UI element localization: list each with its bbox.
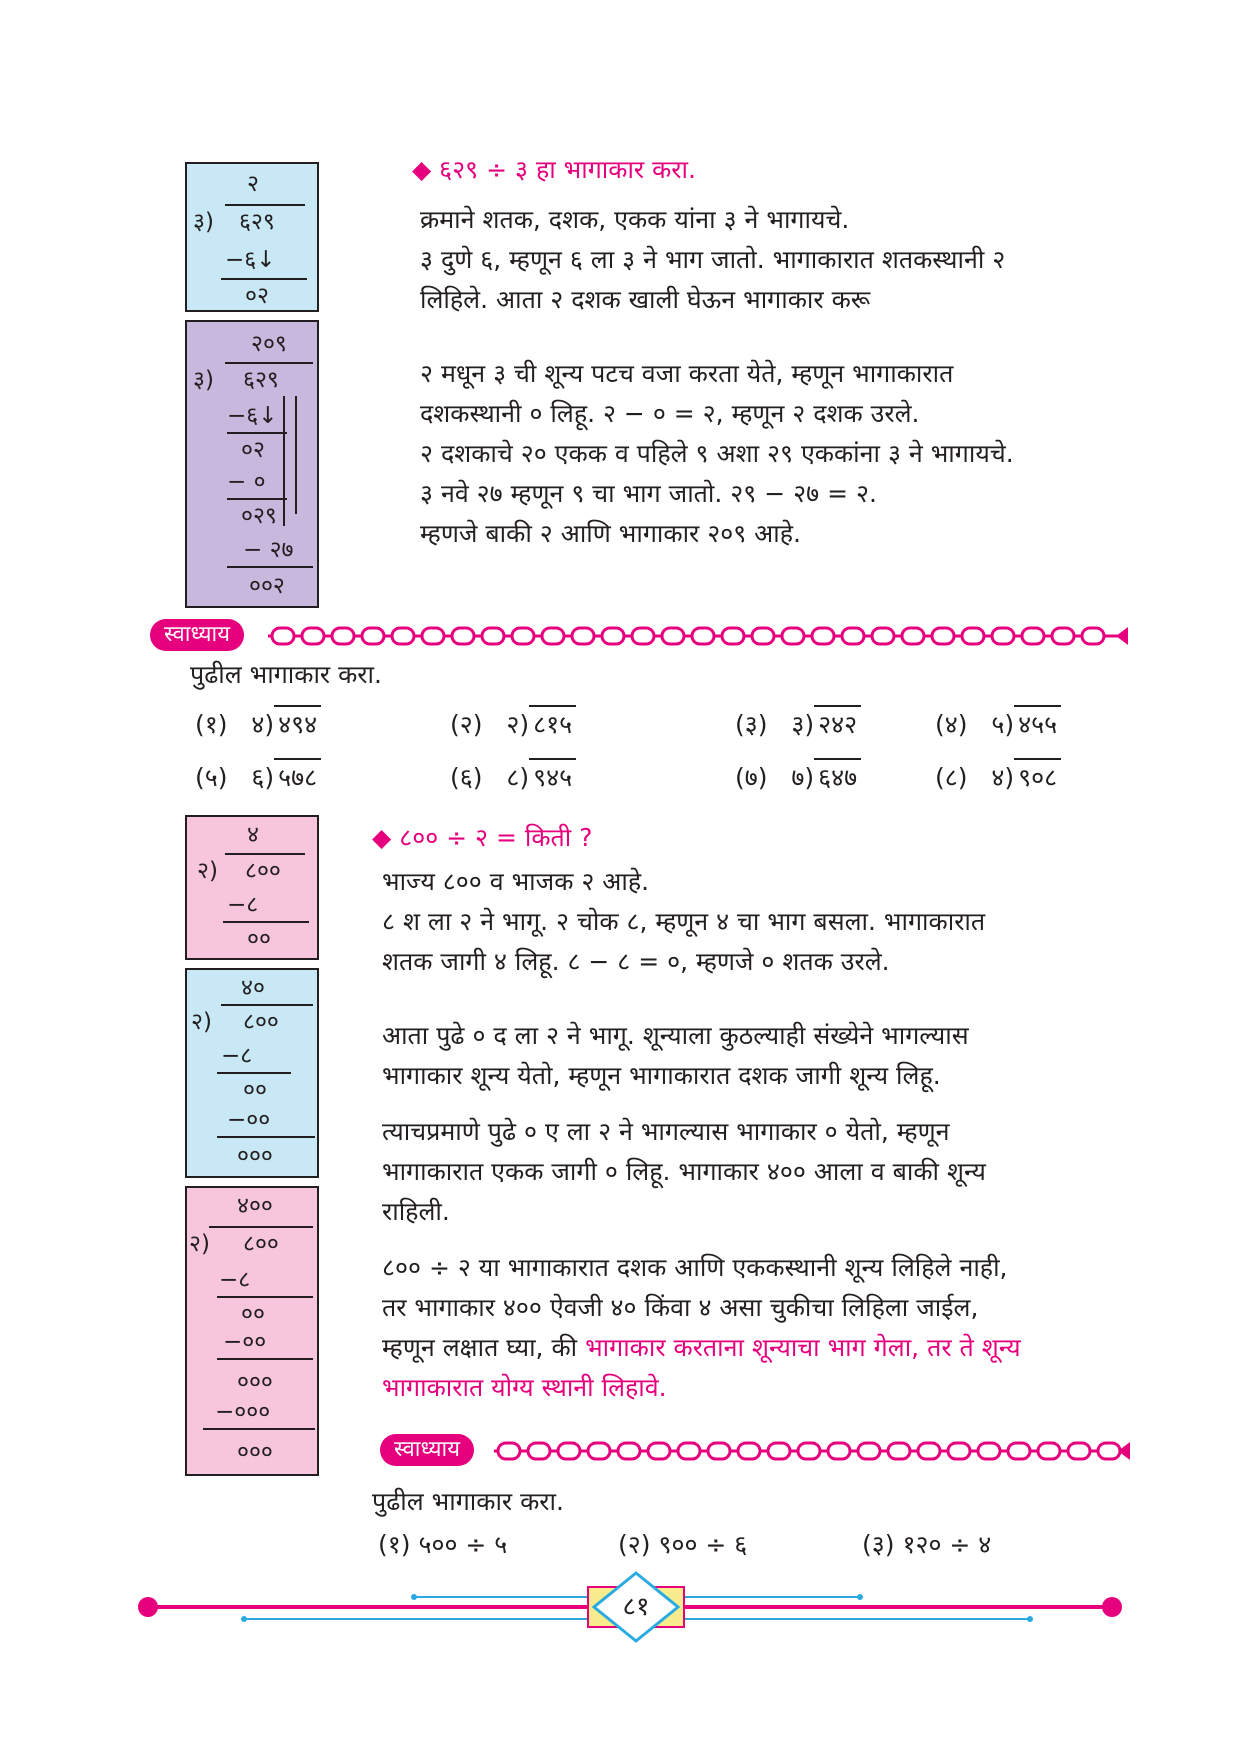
quotient: ४० [241, 975, 265, 1001]
dividend: ६२९ [243, 367, 279, 393]
section-heading: ◆ ६२९ ÷ ३ हा भागाकार करा. [412, 155, 696, 184]
explanation-line: ३ दुणे ६, म्हणून ६ ला ३ ने भाग जातो. भागाकारात शतकस्थानी २ [420, 245, 1006, 274]
explanation-line: म्हणजे बाकी २ आणि भागाकार २०९ आहे. [420, 519, 801, 548]
exercise-item: (३) ३) २४२ [735, 705, 861, 741]
explanation-line: २ दशकाचे २० एकक व पहिले ९ अशा २९ एककांना ३ ने भागायचे. [420, 439, 1014, 468]
subtract-step: −८ [227, 892, 259, 918]
subtract-step: −६↓ [227, 403, 278, 429]
highlight-text: भागाकार करताना शून्याचा भाग गेला, तर ते शून्य [585, 1333, 1021, 1362]
subtract-step: − २७ [243, 537, 294, 563]
dividend: ८०० [245, 858, 281, 884]
dividend: ६२९ [239, 209, 275, 235]
explanation-line: भागाकारात एकक जागी ० लिहू. भागाकार ४०० आला व बाकी शून्य [382, 1157, 986, 1186]
explanation-line: म्हणून लक्षात घ्या, की भागाकार करताना शून्याचा भाग गेला, तर ते शून्य [382, 1333, 1021, 1362]
divisor: २) [191, 1009, 212, 1035]
remainder-step: ०० [243, 1077, 267, 1103]
dividend: ८०० [243, 1009, 279, 1035]
quotient: ४०० [237, 1193, 273, 1219]
chain-decoration [494, 1438, 1134, 1464]
remainder-step: ०० [247, 926, 271, 952]
exercise-badge: स्वाध्याय [380, 1434, 474, 1466]
quotient: २०९ [251, 331, 287, 357]
subtract-step: −६↓ [225, 247, 276, 273]
explanation-line: ८ श ला २ ने भागू. २ चोक ८, म्हणून ४ चा भाग बसला. भागाकारात [382, 907, 986, 936]
explanation-line: त्याचप्रमाणे पुढे ० ए ला २ ने भागल्यास भागाकार ० येतो, म्हणून [382, 1117, 950, 1146]
exercise-instruction: पुढील भागाकार करा. [372, 1487, 564, 1516]
subtract-step: −००० [215, 1399, 271, 1425]
worked-division-box-3 [185, 815, 319, 960]
quotient: २ [247, 171, 259, 197]
chain-decoration [268, 623, 1132, 649]
exercise-item: (७) ७) ६४७ [735, 758, 861, 794]
divisor: ३) [193, 209, 214, 235]
explanation-line: ८०० ÷ २ या भागाकारात दशक आणि एककस्थानी शून्य लिहिले नाही, [382, 1253, 1008, 1282]
exercise-item: (१) ५०० ÷ ५ [378, 1530, 508, 1559]
remainder-step: ००२ [249, 573, 285, 599]
exercise-item: (५) ६) ५७८ [195, 758, 321, 794]
divisor: २) [197, 858, 218, 884]
exercise-item: (८) ४) ९०८ [935, 758, 1061, 794]
worked-division-box-5 [185, 1186, 319, 1476]
exercise-item: (४) ५) ४५५ [935, 705, 1061, 741]
subtract-step: −०० [227, 1107, 271, 1133]
explanation-line: क्रमाने शतक, दशक, एकक यांना ३ ने भागायचे. [420, 205, 850, 234]
exercise-badge: स्वाध्याय [150, 619, 244, 651]
subtract-step: − ० [227, 469, 266, 495]
exercise-instruction: पुढील भागाकार करा. [190, 660, 382, 689]
remainder-step: ०२ [245, 283, 269, 309]
remainder-step: ००० [237, 1439, 273, 1465]
explanation-line: भाज्य ८०० व भाजक २ आहे. [382, 867, 650, 896]
exercise-item: (१) ४) ४९४ [195, 705, 321, 741]
remainder-step: ०२९ [241, 503, 277, 529]
explanation-line: भागाकार शून्य येतो, म्हणून भागाकारात दशक जागी शून्य लिहू. [382, 1061, 941, 1090]
explanation-line: आता पुढे ० द ला २ ने भागू. शून्याला कुठल्याही संख्येने भागल्यास [382, 1021, 969, 1050]
remainder-step: ०२ [241, 437, 265, 463]
exercise-item: (३) १२० ÷ ४ [862, 1530, 992, 1559]
worked-division-box-2 [185, 320, 319, 608]
explanation-line: लिहिले. आता २ दशक खाली घेऊन भागाकार करू [420, 285, 871, 314]
worked-division-box-4 [185, 968, 319, 1178]
dividend: ८०० [243, 1231, 279, 1257]
subtract-step: −०० [223, 1329, 267, 1355]
exercise-item: (२) ९०० ÷ ६ [618, 1530, 748, 1559]
page-number: ८१ [622, 1592, 650, 1622]
explanation-line: शतक जागी ४ लिहू. ८ − ८ = ०, म्हणजे ० शतक उरले. [382, 947, 890, 976]
quotient: ४ [247, 822, 259, 848]
explanation-line: राहिली. [382, 1197, 450, 1226]
highlight-text: भागाकारात योग्य स्थानी लिहावे. [382, 1373, 667, 1402]
worked-division-box-1 [185, 162, 319, 312]
section-heading: ◆ ८०० ÷ २ = किती ? [372, 823, 593, 852]
exercise-item: (२) २) ८१५ [450, 705, 576, 741]
explanation-line: दशकस्थानी ० लिहू. २ − ० = २, म्हणून २ दशक उरले. [420, 399, 920, 428]
subtract-step: −८ [219, 1267, 251, 1293]
explanation-block [382, 862, 1132, 1408]
explanation-line: तर भागाकार ४०० ऐवजी ४० किंवा ४ असा चुकीचा लिहिला जाईल, [382, 1293, 979, 1322]
remainder-step: ०० [241, 1301, 265, 1327]
exercise-item: (६) ८) ९४५ [450, 758, 576, 794]
explanation-line: ३ नवे २७ म्हणून ९ चा भाग जातो. २९ − २७ = २. [420, 479, 877, 508]
divisor: २) [189, 1231, 210, 1257]
divisor: ३) [193, 367, 214, 393]
subtract-step: −८ [221, 1043, 253, 1069]
explanation-line: २ मधून ३ ची शून्य पटच वजा करता येते, म्हणून भागाकारात [420, 359, 954, 388]
remainder-step: ००० [237, 1143, 273, 1169]
remainder-step: ००० [237, 1369, 273, 1395]
explanation-block [420, 200, 1130, 554]
